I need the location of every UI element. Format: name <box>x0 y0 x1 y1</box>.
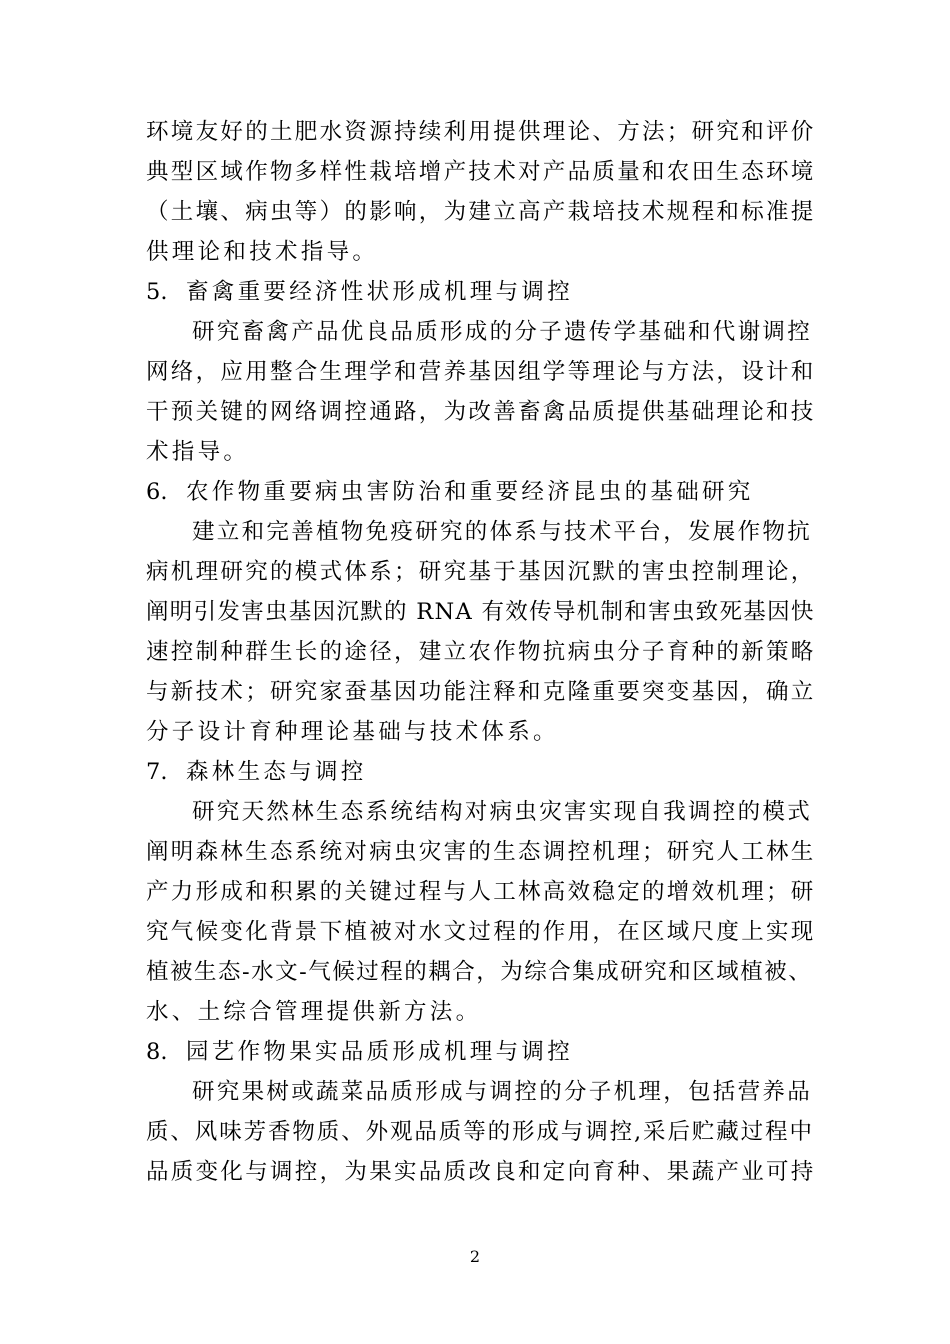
section-number: 6. <box>146 479 168 505</box>
section-number: 7. <box>146 759 168 785</box>
paragraph-line: 阐明引发害虫基因沉默的 RNA 有效传导机制和害虫致死基因快 <box>146 599 815 625</box>
paragraph-line: 环境友好的土肥水资源持续利用提供理论、方法；研究和评价 <box>146 119 816 145</box>
section-title: 森林生态与调控 <box>186 759 367 785</box>
section-number: 5. <box>146 279 168 305</box>
paragraph-line: 产力形成和积累的关键过程与人工林高效稳定的增效机理；研 <box>146 879 816 905</box>
paragraph-line: 阐明森林生态系统对病虫灾害的生态调控机理；研究人工林生 <box>146 839 816 865</box>
paragraph-line: 分子设计育种理论基础与技术体系。 <box>146 719 559 745</box>
paragraph-line: 建立和完善植物免疫研究的体系与技术平台，发展作物抗 <box>192 519 813 545</box>
paragraph-line: 质、风味芳香物质、外观品质等的形成与调控,采后贮藏过程中 <box>146 1119 814 1145</box>
section-title: 园艺作物果实品质形成机理与调控 <box>186 1039 574 1065</box>
paragraph-line: 干预关键的网络调控通路，为改善畜禽品质提供基础理论和技 <box>146 399 816 425</box>
page-number: 2 <box>469 1247 481 1266</box>
section-heading <box>146 472 816 512</box>
paragraph-line: 水、土综合管理提供新方法。 <box>146 999 482 1025</box>
paragraph-line: 供理论和技术指导。 <box>146 239 379 265</box>
section-heading <box>146 272 816 312</box>
paragraph-line: 网络，应用整合生理学和营养基因组学等理论与方法，设计和 <box>146 359 816 385</box>
section-heading <box>146 752 816 792</box>
paragraph-line: 与新技术；研究家蚕基因功能注释和克隆重要突变基因，确立 <box>146 679 816 705</box>
paragraph-line: 研究果树或蔬菜品质形成与调控的分子机理，包括营养品 <box>192 1079 813 1105</box>
paragraph-line: 研究畜禽产品优良品质形成的分子遗传学基础和代谢调控 <box>192 319 813 345</box>
document-body <box>146 112 816 1192</box>
paragraph-line: 究气候变化背景下植被对水文过程的作用，在区域尺度上实现 <box>146 919 816 945</box>
paragraph-line: 速控制种群生长的途径，建立农作物抗病虫分子育种的新策略 <box>146 639 816 665</box>
paragraph-line: 病机理研究的模式体系；研究基于基因沉默的害虫控制理论， <box>146 559 816 585</box>
paragraph-line: 典型区域作物多样性栽培增产技术对产品质量和农田生态环境 <box>146 159 816 185</box>
section-title: 畜禽重要经济性状形成机理与调控 <box>186 279 574 305</box>
paragraph-line: 植被生态-水文-气候过程的耦合，为综合集成研究和区域植被、 <box>146 959 813 985</box>
paragraph-line: （土壤、病虫等）的影响，为建立高产栽培技术规程和标准提 <box>146 199 816 225</box>
paragraph-line: 品质变化与调控，为果实品质改良和定向育种、果蔬产业可持 <box>146 1159 816 1185</box>
paragraph-line: 研究天然林生态系统结构对病虫灾害实现自我调控的模式 <box>192 799 813 825</box>
section-number: 8. <box>146 1039 168 1065</box>
section-title: 农作物重要病虫害防治和重要经济昆虫的基础研究 <box>186 479 754 505</box>
section-heading <box>146 1032 816 1072</box>
paragraph-line: 术指导。 <box>146 439 250 465</box>
